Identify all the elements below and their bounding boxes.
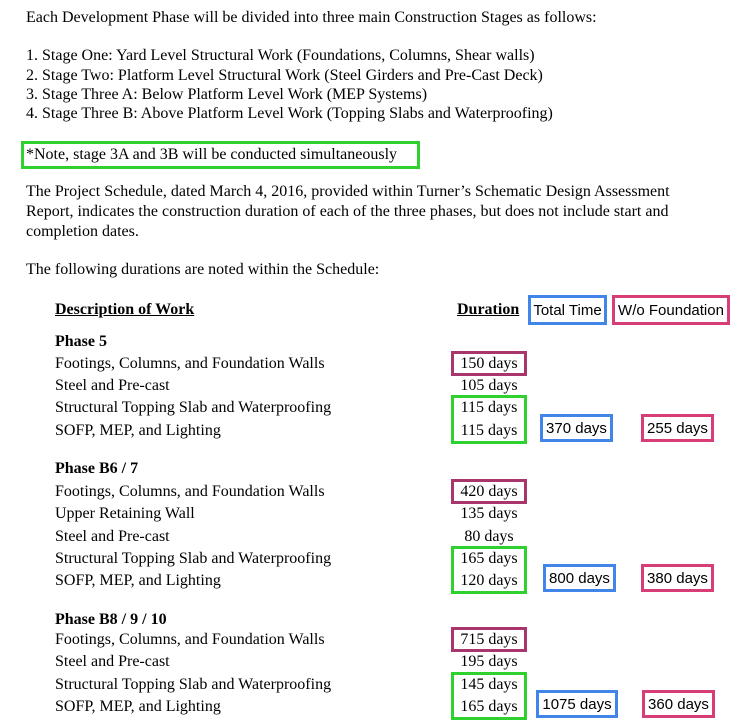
total-time-label: Total Time	[528, 295, 607, 325]
work-description: SOFP, MEP, and Lighting	[55, 572, 221, 589]
phase-heading: Phase B8 / 9 / 10	[55, 611, 167, 628]
work-description: Steel and Pre-cast	[55, 377, 170, 394]
work-description: Footings, Columns, and Foundation Walls	[55, 631, 325, 648]
header-description: Description of Work	[55, 301, 195, 318]
work-description: Upper Retaining Wall	[55, 505, 195, 522]
duration-value: 105 days	[460, 377, 518, 394]
duration-value: 115 days	[460, 399, 518, 416]
duration-value: 150 days	[460, 355, 518, 372]
work-description: Steel and Pre-cast	[55, 653, 170, 670]
stage-item: 2. Stage Two: Platform Level Structural Work (Steel Girders and Pre-Cast Deck)	[26, 67, 543, 84]
simultaneous-highlight	[451, 395, 527, 444]
work-description: Structural Topping Slab and Waterproofing	[55, 676, 332, 693]
work-description: SOFP, MEP, and Lighting	[55, 422, 221, 439]
duration-value: 145 days	[460, 676, 518, 693]
paragraph-line: The Project Schedule, dated March 4, 2016, provided within Turner’s Schematic Design Assessment	[26, 183, 670, 200]
simultaneous-highlight	[451, 546, 527, 594]
simultaneous-highlight	[451, 672, 527, 720]
work-description: Footings, Columns, and Foundation Walls	[55, 483, 325, 500]
duration-value: 80 days	[464, 528, 514, 545]
work-description: Structural Topping Slab and Waterproofing	[55, 399, 332, 416]
foundation-highlight	[451, 627, 527, 652]
phase-heading: Phase B6 / 7	[55, 460, 139, 477]
following-text: The following durations are noted within the Schedule:	[26, 261, 380, 278]
stage-item: 3. Stage Three A: Below Platform Level Work (MEP Systems)	[26, 86, 428, 103]
work-description: Steel and Pre-cast	[55, 528, 170, 545]
stage-item: 4. Stage Three B: Above Platform Level Work (Topping Slabs and Waterproofing)	[26, 105, 553, 122]
work-description: SOFP, MEP, and Lighting	[55, 698, 221, 715]
duration-value: 115 days	[460, 422, 518, 439]
duration-value: 420 days	[460, 483, 518, 500]
total-time-value: 370 days	[540, 414, 613, 442]
paragraph-line: Report, indicates the construction duration of each of the three phases, but does not include start and	[26, 203, 669, 220]
total-time-value: 800 days	[543, 564, 616, 592]
duration-value: 120 days	[460, 572, 518, 589]
foundation-highlight	[451, 351, 527, 376]
note-text: *Note, stage 3A and 3B will be conducted simultaneously	[26, 146, 398, 163]
stage-item: 1. Stage One: Yard Level Structural Work (Foundations, Columns, Shear walls)	[26, 47, 535, 64]
intro-text: Each Development Phase will be divided into three main Construction Stages as follows:	[26, 9, 597, 26]
foundation-highlight	[451, 479, 527, 504]
duration-value: 165 days	[460, 698, 518, 715]
wo-foundation-value: 360 days	[642, 690, 715, 718]
wo-foundation-value: 255 days	[641, 414, 714, 442]
duration-value: 715 days	[460, 631, 518, 648]
duration-value: 195 days	[460, 653, 518, 670]
wo-foundation-value: 380 days	[641, 564, 714, 592]
wo-foundation-label: W/o Foundation	[612, 295, 730, 325]
header-duration: Duration	[457, 301, 520, 318]
duration-value: 165 days	[460, 550, 518, 567]
paragraph-line: completion dates.	[26, 223, 139, 240]
work-description: Structural Topping Slab and Waterproofing	[55, 550, 332, 567]
phase-heading: Phase 5	[55, 333, 107, 350]
total-time-value: 1075 days	[536, 690, 618, 718]
duration-value: 135 days	[460, 505, 518, 522]
work-description: Footings, Columns, and Foundation Walls	[55, 355, 325, 372]
